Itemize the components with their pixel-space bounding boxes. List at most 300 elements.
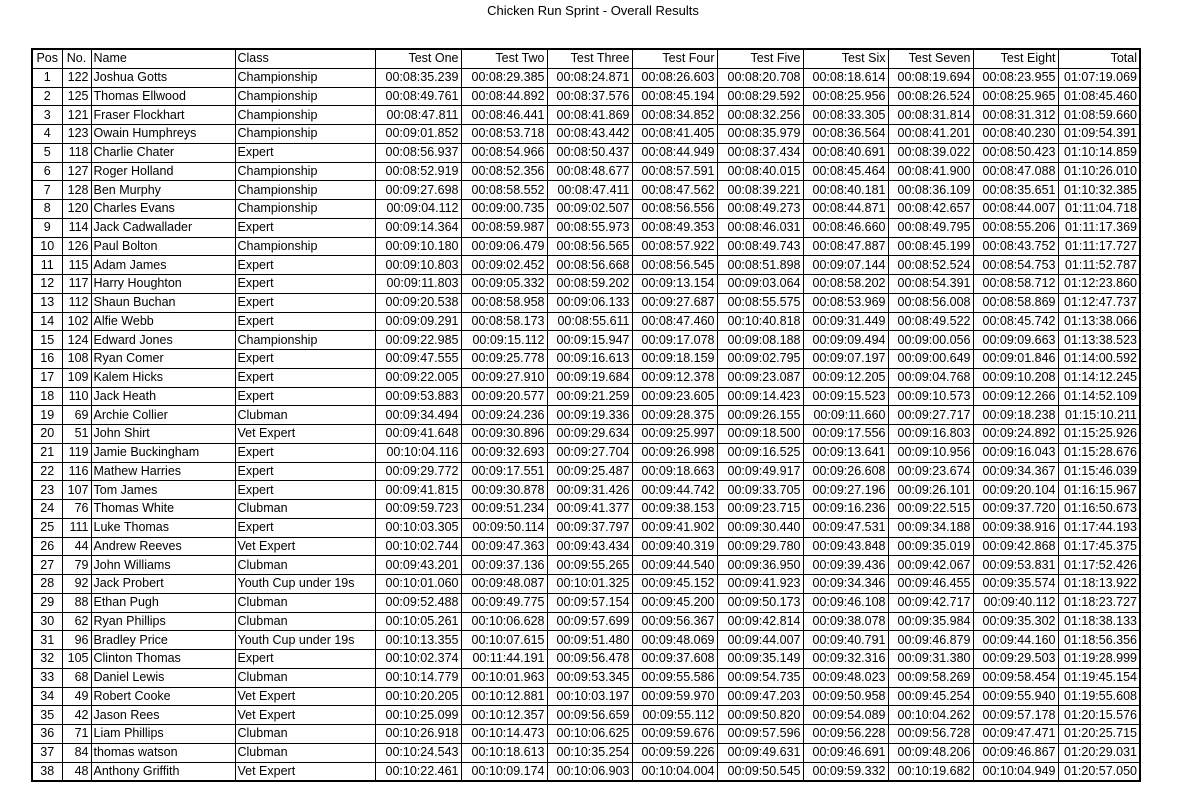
cell-name: Jason Rees (91, 706, 235, 725)
table-row (32, 200, 1140, 219)
table-row (32, 687, 1140, 706)
cell-total: 01:12:23.860 (1058, 275, 1140, 294)
cell-test-six: 00:09:15.523 (803, 387, 888, 406)
cell-pos: 29 (32, 593, 62, 612)
cell-total: 01:18:13.922 (1058, 575, 1140, 594)
cell-number: 102 (62, 312, 91, 331)
cell-number: 117 (62, 275, 91, 294)
cell-total: 01:13:38.066 (1058, 312, 1140, 331)
cell-total: 01:14:00.592 (1058, 350, 1140, 369)
cell-test-one: 00:10:04.116 (375, 443, 461, 462)
cell-test-six: 00:08:46.660 (803, 218, 888, 237)
cell-test-one: 00:09:20.538 (375, 293, 461, 312)
cell-test-five: 00:09:50.545 (717, 762, 803, 781)
cell-total: 01:17:45.375 (1058, 537, 1140, 556)
cell-test-two: 00:08:59.987 (461, 218, 547, 237)
cell-test-three: 00:10:06.625 (547, 725, 632, 744)
cell-test-eight: 00:08:25.965 (973, 87, 1058, 106)
cell-number: 107 (62, 481, 91, 500)
cell-test-five: 00:09:42.814 (717, 612, 803, 631)
cell-test-four: 00:09:23.605 (632, 387, 717, 406)
table-row (32, 725, 1140, 744)
cell-test-eight: 00:08:58.712 (973, 275, 1058, 294)
table-row (32, 593, 1140, 612)
cell-test-eight: 00:08:23.955 (973, 68, 1058, 87)
cell-test-eight: 00:09:10.208 (973, 368, 1058, 387)
cell-test-two: 00:09:47.363 (461, 537, 547, 556)
cell-test-seven: 00:08:41.900 (888, 162, 973, 181)
cell-test-four: 00:09:59.970 (632, 687, 717, 706)
cell-test-four: 00:08:57.591 (632, 162, 717, 181)
cell-test-one: 00:09:22.985 (375, 331, 461, 350)
cell-name: John Shirt (91, 425, 235, 444)
cell-test-seven: 00:08:39.022 (888, 143, 973, 162)
cell-test-three: 00:08:59.202 (547, 275, 632, 294)
cell-test-five: 00:09:26.155 (717, 406, 803, 425)
table-row (32, 406, 1140, 425)
table-row (32, 481, 1140, 500)
cell-name: Owain Humphreys (91, 125, 235, 144)
cell-test-five: 00:09:23.715 (717, 500, 803, 519)
cell-test-eight: 00:09:53.831 (973, 556, 1058, 575)
cell-test-eight: 00:08:54.753 (973, 256, 1058, 275)
cell-number: 68 (62, 668, 91, 687)
cell-test-six: 00:08:53.969 (803, 293, 888, 312)
table-row (32, 125, 1140, 144)
column-header-total: Total (1058, 49, 1140, 68)
cell-test-two: 00:08:58.173 (461, 312, 547, 331)
cell-test-five: 00:08:39.221 (717, 181, 803, 200)
cell-number: 69 (62, 406, 91, 425)
cell-test-four: 00:08:34.852 (632, 106, 717, 125)
cell-test-six: 00:09:27.196 (803, 481, 888, 500)
cell-test-eight: 00:09:18.238 (973, 406, 1058, 425)
cell-number: 62 (62, 612, 91, 631)
cell-test-two: 00:09:37.136 (461, 556, 547, 575)
cell-pos: 32 (32, 650, 62, 669)
cell-class: Championship (235, 331, 375, 350)
cell-test-six: 00:09:31.449 (803, 312, 888, 331)
cell-class: Championship (235, 106, 375, 125)
cell-test-eight: 00:09:40.112 (973, 593, 1058, 612)
cell-class: Clubman (235, 612, 375, 631)
cell-total: 01:10:26.010 (1058, 162, 1140, 181)
cell-test-one: 00:09:34.494 (375, 406, 461, 425)
cell-test-six: 00:09:38.078 (803, 612, 888, 631)
cell-class: Vet Expert (235, 425, 375, 444)
cell-test-four: 00:09:44.742 (632, 481, 717, 500)
cell-test-six: 00:08:45.464 (803, 162, 888, 181)
cell-pos: 19 (32, 406, 62, 425)
cell-test-three: 00:08:37.576 (547, 87, 632, 106)
cell-number: 121 (62, 106, 91, 125)
column-header-test-five: Test Five (717, 49, 803, 68)
cell-class: Vet Expert (235, 706, 375, 725)
cell-test-three: 00:09:41.377 (547, 500, 632, 519)
cell-pos: 5 (32, 143, 62, 162)
cell-name: Anthony Griffith (91, 762, 235, 781)
cell-test-six: 00:08:47.887 (803, 237, 888, 256)
cell-test-one: 00:09:59.723 (375, 500, 461, 519)
cell-number: 112 (62, 293, 91, 312)
cell-test-six: 00:08:40.181 (803, 181, 888, 200)
cell-total: 01:13:38.523 (1058, 331, 1140, 350)
cell-test-five: 00:09:49.917 (717, 462, 803, 481)
cell-test-four: 00:09:28.375 (632, 406, 717, 425)
cell-class: Expert (235, 387, 375, 406)
table-row (32, 368, 1140, 387)
cell-test-seven: 00:09:56.728 (888, 725, 973, 744)
cell-name: Robert Cooke (91, 687, 235, 706)
cell-class: Clubman (235, 500, 375, 519)
cell-name: Paul Bolton (91, 237, 235, 256)
cell-test-three: 00:08:47.411 (547, 181, 632, 200)
table-row (32, 293, 1140, 312)
cell-test-two: 00:09:27.910 (461, 368, 547, 387)
cell-test-eight: 00:09:20.104 (973, 481, 1058, 500)
cell-test-four: 00:09:55.586 (632, 668, 717, 687)
cell-test-two: 00:09:25.778 (461, 350, 547, 369)
cell-test-one: 00:09:04.112 (375, 200, 461, 219)
cell-total: 01:18:56.356 (1058, 631, 1140, 650)
cell-test-six: 00:09:43.848 (803, 537, 888, 556)
cell-test-three: 00:09:16.613 (547, 350, 632, 369)
cell-test-five: 00:09:30.440 (717, 518, 803, 537)
table-row (32, 162, 1140, 181)
cell-number: 49 (62, 687, 91, 706)
cell-test-seven: 00:09:31.380 (888, 650, 973, 669)
cell-class: Expert (235, 368, 375, 387)
cell-test-four: 00:09:55.112 (632, 706, 717, 725)
cell-test-six: 00:09:54.089 (803, 706, 888, 725)
cell-test-two: 00:10:12.357 (461, 706, 547, 725)
cell-test-three: 00:10:01.325 (547, 575, 632, 594)
cell-test-four: 00:08:57.922 (632, 237, 717, 256)
cell-total: 01:16:50.673 (1058, 500, 1140, 519)
cell-name: Fraser Flockhart (91, 106, 235, 125)
cell-test-two: 00:10:18.613 (461, 743, 547, 762)
cell-name: Thomas White (91, 500, 235, 519)
cell-name: Charlie Chater (91, 143, 235, 162)
cell-test-two: 00:10:01.963 (461, 668, 547, 687)
cell-test-four: 00:09:40.319 (632, 537, 717, 556)
cell-test-eight: 00:09:34.367 (973, 462, 1058, 481)
cell-total: 01:14:52.109 (1058, 387, 1140, 406)
cell-test-seven: 00:09:58.269 (888, 668, 973, 687)
cell-number: 44 (62, 537, 91, 556)
cell-test-seven: 00:09:10.956 (888, 443, 973, 462)
cell-test-five: 00:08:55.575 (717, 293, 803, 312)
column-header-pos: Pos (32, 49, 62, 68)
cell-test-four: 00:09:44.540 (632, 556, 717, 575)
cell-test-one: 00:09:41.648 (375, 425, 461, 444)
cell-test-eight: 00:08:43.752 (973, 237, 1058, 256)
cell-test-eight: 00:09:24.892 (973, 425, 1058, 444)
cell-test-seven: 00:09:00.649 (888, 350, 973, 369)
cell-test-four: 00:08:26.603 (632, 68, 717, 87)
cell-number: 120 (62, 200, 91, 219)
table-row (32, 87, 1140, 106)
cell-test-six: 00:09:40.791 (803, 631, 888, 650)
cell-test-eight: 00:09:35.574 (973, 575, 1058, 594)
cell-pos: 9 (32, 218, 62, 237)
cell-test-eight: 00:09:12.266 (973, 387, 1058, 406)
cell-class: Expert (235, 443, 375, 462)
cell-test-one: 00:10:25.099 (375, 706, 461, 725)
cell-class: Clubman (235, 556, 375, 575)
table-header (32, 49, 1140, 68)
cell-test-two: 00:08:29.385 (461, 68, 547, 87)
cell-number: 109 (62, 368, 91, 387)
cell-test-four: 00:08:56.545 (632, 256, 717, 275)
cell-number: 111 (62, 518, 91, 537)
cell-pos: 24 (32, 500, 62, 519)
cell-test-five: 00:09:57.596 (717, 725, 803, 744)
cell-test-one: 00:09:43.201 (375, 556, 461, 575)
cell-test-seven: 00:08:52.524 (888, 256, 973, 275)
cell-class: Expert (235, 481, 375, 500)
cell-test-seven: 00:08:56.008 (888, 293, 973, 312)
column-header-test-four: Test Four (632, 49, 717, 68)
cell-number: 127 (62, 162, 91, 181)
cell-test-five: 00:08:29.592 (717, 87, 803, 106)
cell-test-five: 00:09:41.923 (717, 575, 803, 594)
cell-test-seven: 00:09:35.019 (888, 537, 973, 556)
cell-name: Clinton Thomas (91, 650, 235, 669)
cell-test-five: 00:09:36.950 (717, 556, 803, 575)
cell-total: 01:17:44.193 (1058, 518, 1140, 537)
cell-test-two: 00:09:20.577 (461, 387, 547, 406)
cell-name: Andrew Reeves (91, 537, 235, 556)
cell-test-one: 00:09:52.488 (375, 593, 461, 612)
cell-test-seven: 00:09:42.067 (888, 556, 973, 575)
cell-test-one: 00:10:26.918 (375, 725, 461, 744)
cell-test-two: 00:11:44.191 (461, 650, 547, 669)
cell-total: 01:07:19.069 (1058, 68, 1140, 87)
cell-test-two: 00:09:30.896 (461, 425, 547, 444)
table-row (32, 275, 1140, 294)
cell-total: 01:16:15.967 (1058, 481, 1140, 500)
cell-test-eight: 00:08:58.869 (973, 293, 1058, 312)
cell-pos: 22 (32, 462, 62, 481)
cell-test-six: 00:09:09.494 (803, 331, 888, 350)
cell-total: 01:08:45.460 (1058, 87, 1140, 106)
cell-class: Expert (235, 218, 375, 237)
cell-class: Clubman (235, 725, 375, 744)
cell-name: Jack Heath (91, 387, 235, 406)
cell-test-six: 00:09:12.205 (803, 368, 888, 387)
cell-test-six: 00:08:40.691 (803, 143, 888, 162)
cell-number: 105 (62, 650, 91, 669)
column-header-test-seven: Test Seven (888, 49, 973, 68)
table-row (32, 106, 1140, 125)
cell-test-eight: 00:08:50.423 (973, 143, 1058, 162)
cell-name: Jack Cadwallader (91, 218, 235, 237)
cell-test-three: 00:08:24.871 (547, 68, 632, 87)
cell-test-six: 00:09:11.660 (803, 406, 888, 425)
cell-test-one: 00:08:35.239 (375, 68, 461, 87)
table-row (32, 537, 1140, 556)
cell-test-five: 00:09:50.173 (717, 593, 803, 612)
cell-test-three: 00:09:19.336 (547, 406, 632, 425)
table-row (32, 575, 1140, 594)
cell-pos: 17 (32, 368, 62, 387)
cell-name: Thomas Ellwood (91, 87, 235, 106)
cell-test-two: 00:09:15.112 (461, 331, 547, 350)
table-row (32, 443, 1140, 462)
cell-pos: 27 (32, 556, 62, 575)
cell-class: Championship (235, 125, 375, 144)
cell-test-eight: 00:09:37.720 (973, 500, 1058, 519)
cell-name: Luke Thomas (91, 518, 235, 537)
cell-pos: 20 (32, 425, 62, 444)
cell-test-three: 00:09:43.434 (547, 537, 632, 556)
cell-test-three: 00:08:43.442 (547, 125, 632, 144)
table-row (32, 256, 1140, 275)
cell-pos: 34 (32, 687, 62, 706)
cell-class: Expert (235, 275, 375, 294)
cell-test-four: 00:10:04.004 (632, 762, 717, 781)
cell-test-four: 00:09:12.378 (632, 368, 717, 387)
column-header-name: Name (91, 49, 235, 68)
cell-name: Archie Collier (91, 406, 235, 425)
cell-test-eight: 00:09:38.916 (973, 518, 1058, 537)
cell-test-three: 00:09:55.265 (547, 556, 632, 575)
table-row (32, 68, 1140, 87)
cell-pos: 10 (32, 237, 62, 256)
cell-number: 88 (62, 593, 91, 612)
cell-test-five: 00:10:40.818 (717, 312, 803, 331)
cell-test-one: 00:09:22.005 (375, 368, 461, 387)
cell-test-four: 00:09:27.687 (632, 293, 717, 312)
cell-test-two: 00:09:32.693 (461, 443, 547, 462)
cell-test-six: 00:08:25.956 (803, 87, 888, 106)
cell-test-four: 00:09:45.152 (632, 575, 717, 594)
cell-total: 01:15:46.039 (1058, 462, 1140, 481)
cell-pos: 21 (32, 443, 62, 462)
table-row (32, 518, 1140, 537)
cell-class: Expert (235, 350, 375, 369)
cell-number: 71 (62, 725, 91, 744)
table-row (32, 706, 1140, 725)
cell-test-six: 00:09:07.197 (803, 350, 888, 369)
cell-test-eight: 00:09:16.043 (973, 443, 1058, 462)
cell-test-seven: 00:09:27.717 (888, 406, 973, 425)
cell-test-eight: 00:09:57.178 (973, 706, 1058, 725)
cell-test-one: 00:09:11.803 (375, 275, 461, 294)
cell-test-two: 00:09:50.114 (461, 518, 547, 537)
cell-test-eight: 00:09:29.503 (973, 650, 1058, 669)
cell-pos: 28 (32, 575, 62, 594)
table-row (32, 425, 1140, 444)
cell-pos: 16 (32, 350, 62, 369)
cell-test-four: 00:09:17.078 (632, 331, 717, 350)
cell-total: 01:09:54.391 (1058, 125, 1140, 144)
cell-name: Edward Jones (91, 331, 235, 350)
cell-test-three: 00:09:29.634 (547, 425, 632, 444)
cell-test-two: 00:10:07.615 (461, 631, 547, 650)
cell-test-seven: 00:10:04.262 (888, 706, 973, 725)
cell-test-one: 00:09:14.364 (375, 218, 461, 237)
cell-name: Ben Murphy (91, 181, 235, 200)
cell-total: 01:15:28.676 (1058, 443, 1140, 462)
cell-test-one: 00:08:49.761 (375, 87, 461, 106)
column-header-test-eight: Test Eight (973, 49, 1058, 68)
cell-pos: 11 (32, 256, 62, 275)
cell-test-four: 00:08:47.460 (632, 312, 717, 331)
cell-test-seven: 00:09:23.674 (888, 462, 973, 481)
cell-test-five: 00:09:16.525 (717, 443, 803, 462)
cell-name: Joshua Gotts (91, 68, 235, 87)
cell-pos: 2 (32, 87, 62, 106)
cell-test-three: 00:09:57.154 (547, 593, 632, 612)
cell-test-five: 00:09:54.735 (717, 668, 803, 687)
cell-test-five: 00:09:14.423 (717, 387, 803, 406)
cell-name: Jack Probert (91, 575, 235, 594)
cell-test-eight: 00:08:55.206 (973, 218, 1058, 237)
table-row (32, 218, 1140, 237)
cell-test-two: 00:08:46.441 (461, 106, 547, 125)
cell-test-two: 00:09:49.775 (461, 593, 547, 612)
cell-number: 110 (62, 387, 91, 406)
cell-test-one: 00:09:10.180 (375, 237, 461, 256)
cell-total: 01:19:28.999 (1058, 650, 1140, 669)
cell-test-six: 00:09:59.332 (803, 762, 888, 781)
cell-test-three: 00:09:02.507 (547, 200, 632, 219)
cell-name: Shaun Buchan (91, 293, 235, 312)
cell-total: 01:20:29.031 (1058, 743, 1140, 762)
cell-test-six: 00:09:32.316 (803, 650, 888, 669)
cell-class: Clubman (235, 593, 375, 612)
cell-number: 92 (62, 575, 91, 594)
cell-test-two: 00:09:30.878 (461, 481, 547, 500)
cell-number: 125 (62, 87, 91, 106)
cell-total: 01:11:17.727 (1058, 237, 1140, 256)
cell-test-six: 00:09:26.608 (803, 462, 888, 481)
cell-total: 01:20:25.715 (1058, 725, 1140, 744)
cell-test-two: 00:08:58.958 (461, 293, 547, 312)
cell-test-eight: 00:08:31.312 (973, 106, 1058, 125)
cell-number: 108 (62, 350, 91, 369)
cell-test-one: 00:10:24.543 (375, 743, 461, 762)
cell-pos: 30 (32, 612, 62, 631)
cell-class: Expert (235, 462, 375, 481)
cell-test-six: 00:08:18.614 (803, 68, 888, 87)
cell-test-six: 00:08:33.305 (803, 106, 888, 125)
cell-test-seven: 00:09:22.515 (888, 500, 973, 519)
cell-test-five: 00:09:18.500 (717, 425, 803, 444)
cell-test-four: 00:09:59.226 (632, 743, 717, 762)
cell-total: 01:11:52.787 (1058, 256, 1140, 275)
cell-test-six: 00:08:36.564 (803, 125, 888, 144)
cell-test-five: 00:09:29.780 (717, 537, 803, 556)
cell-pos: 8 (32, 200, 62, 219)
cell-test-six: 00:09:13.641 (803, 443, 888, 462)
cell-test-four: 00:09:41.902 (632, 518, 717, 537)
cell-test-one: 00:10:20.205 (375, 687, 461, 706)
cell-test-five: 00:09:47.203 (717, 687, 803, 706)
cell-total: 01:20:57.050 (1058, 762, 1140, 781)
table-row (32, 462, 1140, 481)
cell-total: 01:20:15.576 (1058, 706, 1140, 725)
cell-test-seven: 00:08:42.657 (888, 200, 973, 219)
cell-test-four: 00:09:26.998 (632, 443, 717, 462)
cell-test-eight: 00:09:09.663 (973, 331, 1058, 350)
cell-test-four: 00:08:44.949 (632, 143, 717, 162)
cell-test-one: 00:09:47.555 (375, 350, 461, 369)
cell-test-seven: 00:09:10.573 (888, 387, 973, 406)
cell-total: 01:18:38.133 (1058, 612, 1140, 631)
